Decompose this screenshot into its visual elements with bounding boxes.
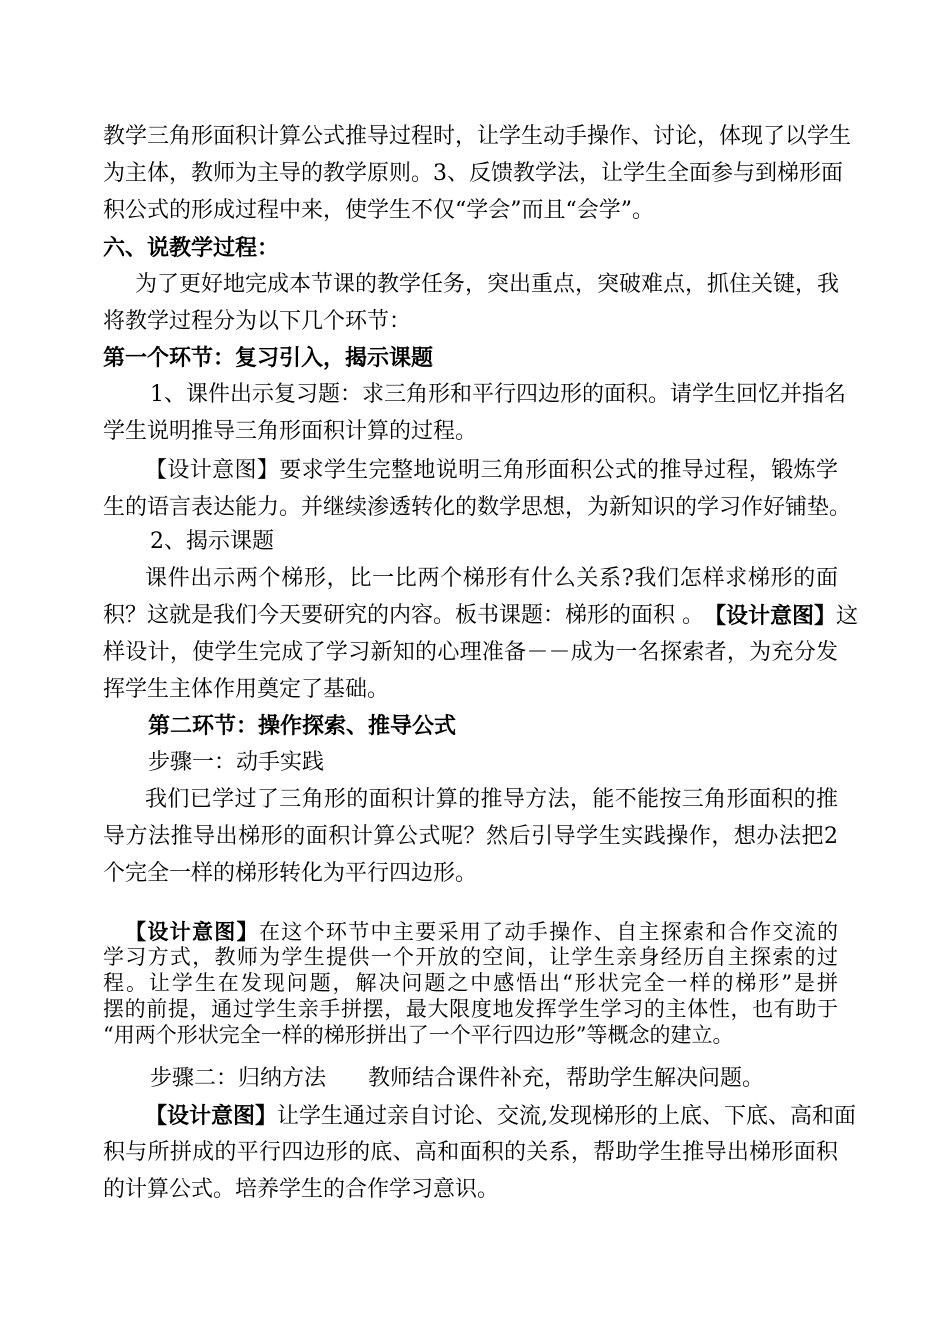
section-heading: 六、说教学过程： [103, 235, 280, 261]
text-line: 摆的前提，通过学生亲手拼摆，最大限度地发挥学生学习的主体性，也有助于 [103, 997, 838, 1021]
text-line: 生的语言表达能力。并继续渗透转化的数学思想，为新知识的学习作好铺垫。 [103, 495, 852, 520]
text-line: 教学三角形面积计算公式推导过程时，让学生动手操作、讨论，体现了以学生 [103, 124, 852, 149]
step-title: 步骤一：动手实践 [148, 750, 325, 775]
subsection-heading: 第一个环节：复习引入，揭示课题 [103, 345, 434, 371]
text-line: 将教学过程分为以下几个环节： [103, 309, 412, 334]
text-line: 【设计意图】要求学生完整地说明三角形面积公式的推导过程，锻炼学 [145, 458, 838, 483]
text-segment: 在这个环节中主要采用了动手操作、自主探索和合作交流的 [258, 920, 838, 944]
text-segment: 这 [836, 604, 859, 629]
text-line: 学习方式，教师为学生提供一个开放的空间，让学生亲身经历自主探索的过 [103, 945, 838, 969]
text-line-composite [145, 1101, 857, 1132]
text-segment: 让学生通过亲自讨论、交流,发现梯形的上底、下底、高和面 [277, 1104, 857, 1129]
text-line: 1、课件出示复习题：求三角形和平行四边形的面积。请学生回忆并指名 [150, 382, 846, 407]
text-line: 2、揭示课题 [150, 529, 274, 554]
step-title: 步骤二：归纳方法 教师结合课件补充，帮助学生解决问题。 [150, 1066, 764, 1091]
text-line: 个完全一样的梯形转化为平行四边形。 [103, 861, 478, 886]
text-line: “用两个形状完全一样的梯形拼出了一个平行四边形”等概念的建立。 [103, 1023, 734, 1047]
text-line: 的计算公式。培养学生的合作学习意识。 [103, 1177, 500, 1202]
text-line: 挥学生主体作用奠定了基础。 [103, 677, 390, 702]
text-line: 课件出示两个梯形，比一比两个梯形有什么关系?我们怎样求梯形的面 [145, 566, 838, 591]
text-line-composite [103, 601, 859, 632]
design-intent-label: 【设计意图】 [145, 1103, 278, 1129]
text-segment: 积？这就是我们今天要研究的内容。板书课题：梯形的面积 。 [103, 603, 704, 628]
text-line: 导方法推导出梯形的面积计算公式呢？然后引导学生实践操作，想办法把2 [103, 824, 838, 849]
text-line: 积与所拼成的平行四边形的底、高和面积的关系，帮助学生推导出梯形面积 [103, 1140, 838, 1165]
text-line: 为主体，教师为主导的教学原则。3、反馈教学法，让学生全面参与到梯形面 [103, 161, 843, 186]
text-line: 我们已学过了三角形的面积计算的推导方法，能不能按三角形面积的推 [145, 787, 838, 812]
text-line: 程。让学生在发现问题，解决问题之中感悟出“形状完全一样的梯形”是拼 [103, 971, 838, 995]
design-intent-label: 【设计意图】 [704, 603, 837, 629]
text-line: 积公式的形成过程中来，使学生不仅“学会”而且“会学”。 [103, 198, 654, 223]
subsection-heading: 第二环节：操作探索、推导公式 [148, 713, 457, 739]
text-line: 学生说明推导三角形面积计算的过程。 [103, 419, 478, 444]
text-line: 为了更好地完成本节课的教学任务，突出重点，突破难点，抓住关键，我 [135, 272, 840, 297]
design-intent-label: 【设计意图】 [125, 919, 259, 944]
text-line-composite [125, 918, 838, 946]
text-line: 样设计，使学生完成了学习新知的心理准备－－成为一名探索者，为充分发 [103, 640, 838, 665]
